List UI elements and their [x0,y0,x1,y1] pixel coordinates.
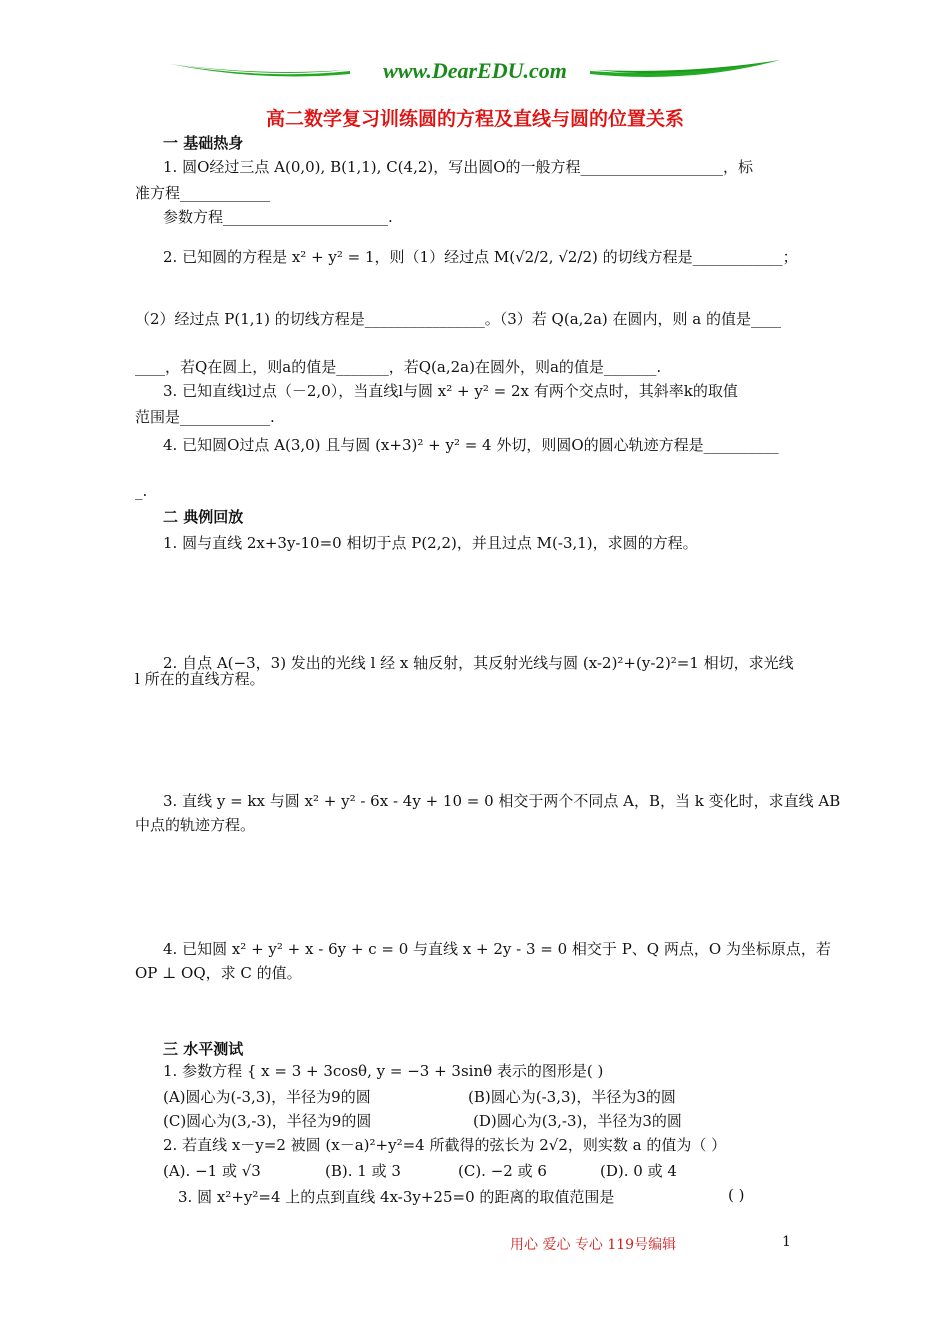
test-1-option-d: (D)圆心为(3,-3)，半径为3的圆 [473,1112,682,1130]
problem-2-line-2: （2）经过点 P(1,1) 的切线方程是________________。（3）若 Q(a,2a) 在圆内，则 a 的值是____ [135,310,781,328]
test-3-stem: 3. 圆 x²+y²=4 上的点到直线 4x-3y+25=0 的距离的取值范围是 [178,1188,615,1206]
problem-1-line-2: 准方程____________ [135,184,271,202]
problem-4-line-2: _. [135,482,148,500]
problem-2-line-3: ____，若Q在圆上，则a的值是_______，若Q(a,2a)在圆外，则a的值是_______. [135,358,662,376]
problem-4-line-1: 4. 已知圆O过点 A(3,0) 且与圆 (x+3)² + y² = 4 外切，则圆O的圆心轨迹方程是__________ [163,436,779,454]
example-4-line-1: 4. 已知圆 x² + y² + x - 6y + c = 0 与直线 x + 2y - 3 = 0 相交于 P、Q 两点，O 为坐标原点，若 [163,940,831,958]
page-number: 1 [782,1234,791,1250]
example-3-line-2: 中点的轨迹方程。 [135,816,256,834]
example-2-line-2: l 所在的直线方程。 [135,670,265,688]
problem-1-line-3: 参数方程______________________. [163,208,393,226]
section-heading-1: 一 基础热身 [163,134,244,152]
test-2-option-c: (C). −2 或 6 [458,1162,547,1180]
example-2-line-1: 2. 自点 A(−3，3) 发出的光线 l 经 x 轴反射，其反射光线与圆 (x-2)²+(y-2)²=1 相切，求光线 [163,654,794,672]
test-1-option-b: (B)圆心为(-3,3)，半径为3的圆 [468,1088,676,1106]
example-1: 1. 圆与直线 2x+3y-10=0 相切于点 P(2,2)，并且过点 M(-3,1)，求圆的方程。 [163,534,698,552]
problem-3-line-1: 3. 已知直线l过点（－2,0），当直线l与圆 x² + y² = 2x 有两个交点时，其斜率k的取值 [163,382,738,400]
test-2-option-b: (B). 1 或 3 [325,1162,401,1180]
example-3-line-1: 3. 直线 y = kx 与圆 x² + y² - 6x - 4y + 10 = 0 相交于两个不同点 A，B，当 k 变化时，求直线 AB [163,792,841,810]
section-heading-3: 三 水平测试 [163,1040,244,1058]
problem-2-line-1: 2. 已知圆的方程是 x² + y² = 1，则（1）经过点 M(√2/2, √2/2) 的切线方程是____________； [163,248,798,266]
test-2-option-a: (A). −1 或 √3 [163,1162,261,1180]
section-heading-2: 二 典例回放 [163,508,244,526]
test-2-stem: 2. 若直线 x－y=2 被圆 (x－a)²+y²=4 所截得的弦长为 2√2，则实数 a 的值为（ ） [163,1136,727,1154]
test-1-stem: 1. 参数方程 { x = 3 + 3cosθ, y = −3 + 3sinθ 表示的图形是( ) [163,1062,604,1080]
problem-1-line-1: 1. 圆O经过三点 A(0,0), B(1,1), C(4,2)，写出圆O的一般方程___________________，标 [163,158,754,176]
test-3-answer-paren: ( ) [728,1186,745,1204]
test-1-option-c: (C)圆心为(3,-3)，半径为9的圆 [163,1112,372,1130]
problem-3-line-2: 范围是____________. [135,408,275,426]
site-logo[interactable]: www.DearEDU.com [383,58,567,83]
footer-note: 用心 爱心 专心 119号编辑 [510,1237,677,1253]
example-4-line-2: OP ⊥ OQ，求 C 的值。 [135,964,302,982]
test-2-option-d: (D). 0 或 4 [600,1162,677,1180]
test-1-option-a: (A)圆心为(-3,3)，半径为9的圆 [163,1088,371,1106]
page-title: 高二数学复习训练圆的方程及直线与圆的位置关系 [265,108,684,130]
